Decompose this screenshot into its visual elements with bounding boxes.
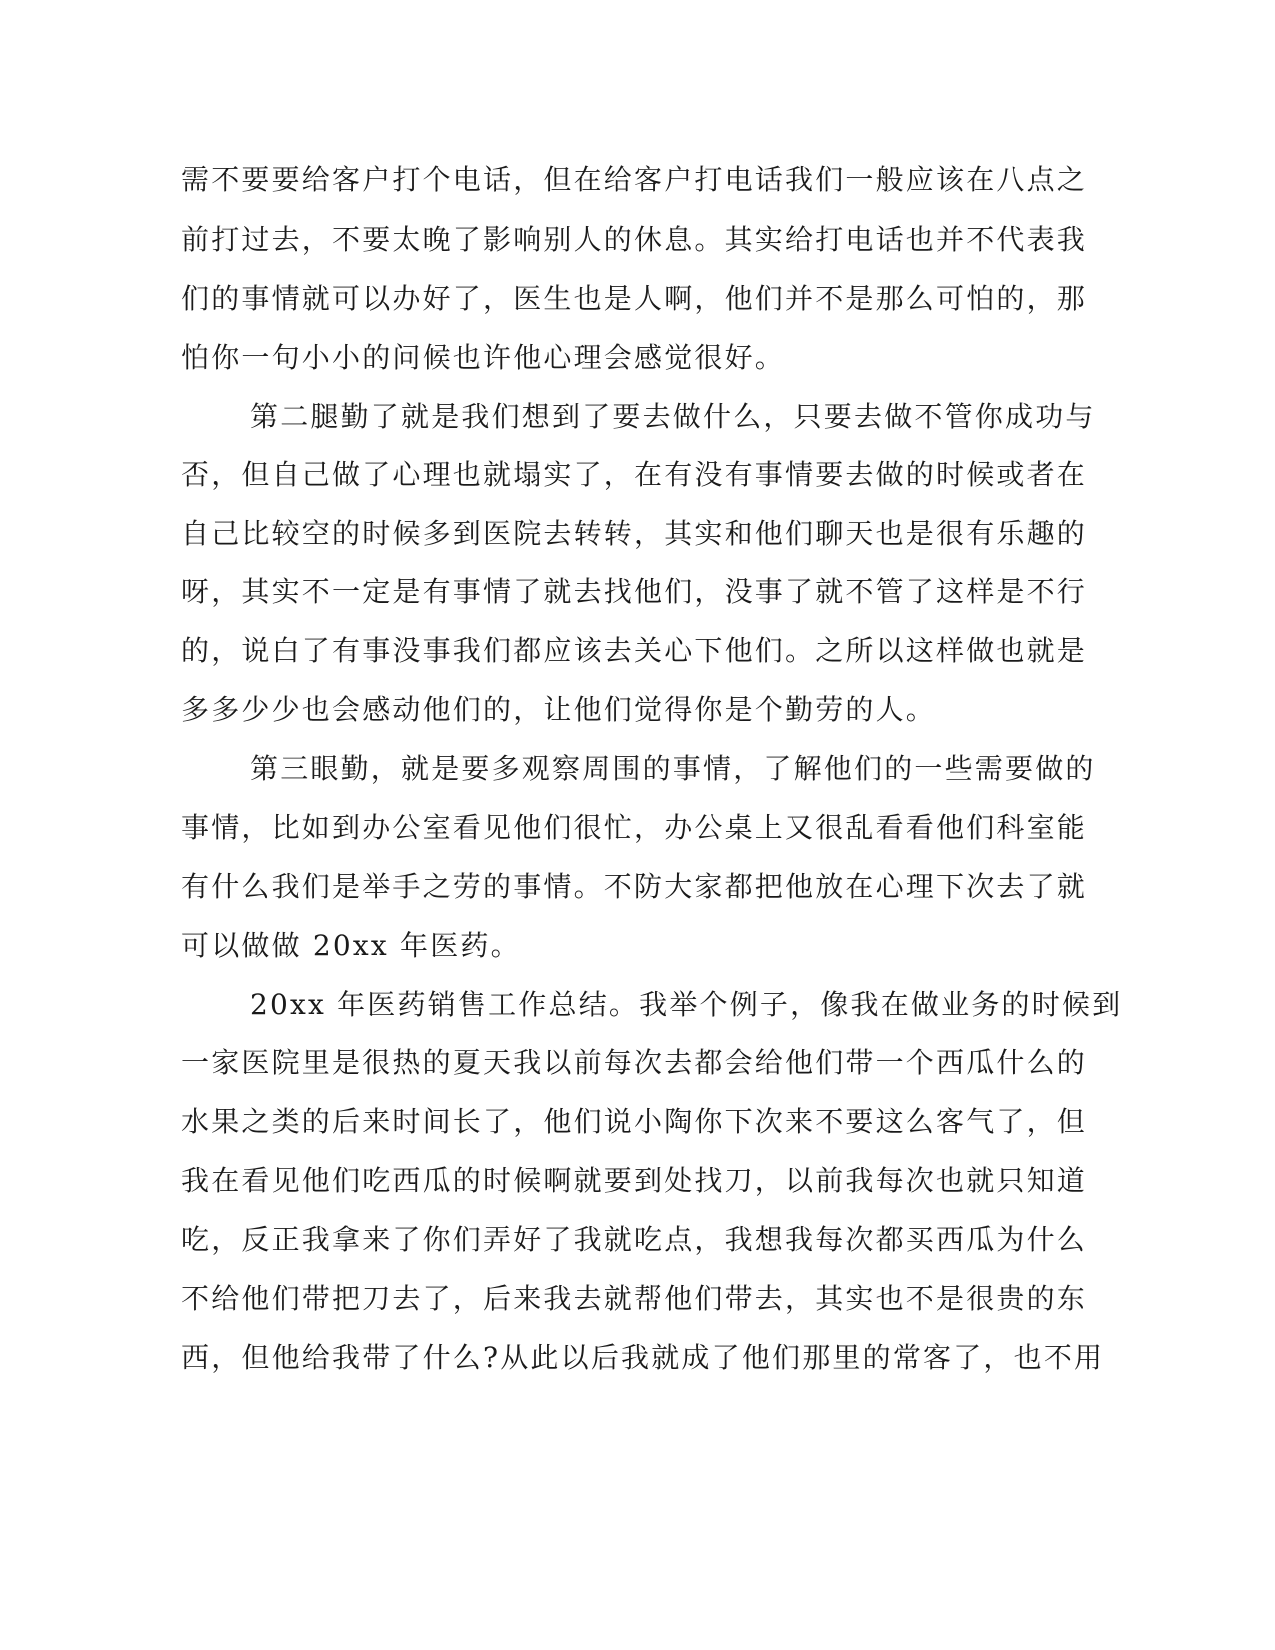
text-line: 的，说白了有事没事我们都应该去关心下他们。之所以这样做也就是 xyxy=(181,634,1088,667)
paragraph-first-line: 第二腿勤了就是我们想到了要去做什么，只要去做不管你成功与 xyxy=(250,400,1096,433)
text-line: 怕你一句小小的问候也许他心理会感觉很好。 xyxy=(181,341,786,374)
text-line: 我在看见他们吃西瓜的时候啊就要到处找刀，以前我每次也就只知道 xyxy=(181,1164,1088,1197)
text-line: 水果之类的后来时间长了，他们说小陶你下次来不要这么客气了，但 xyxy=(181,1105,1088,1138)
text-line: 否，但自己做了心理也就塌实了，在有没有事情要去做的时候或者在 xyxy=(181,458,1088,491)
text-line: 需不要要给客户打个电话，但在给客户打电话我们一般应该在八点之 xyxy=(181,163,1088,196)
text-line: 可以做做 20xx 年医药。 xyxy=(181,929,521,962)
text-line: 前打过去，不要太晚了影响别人的休息。其实给打电话也并不代表我 xyxy=(181,223,1088,256)
text-line: 自己比较空的时候多到医院去转转，其实和他们聊天也是很有乐趣的 xyxy=(181,517,1088,550)
paragraph-first-line: 第三眼勤，就是要多观察周围的事情，了解他们的一些需要做的 xyxy=(250,752,1096,785)
text-line: 不给他们带把刀去了，后来我去就帮他们带去，其实也不是很贵的东 xyxy=(181,1282,1088,1315)
text-line: 有什么我们是举手之劳的事情。不防大家都把他放在心理下次去了就 xyxy=(181,870,1088,903)
text-line: 一家医院里是很热的夏天我以前每次去都会给他们带一个西瓜什么的 xyxy=(181,1046,1088,1079)
text-line: 吃，反正我拿来了你们弄好了我就吃点，我想我每次都买西瓜为什么 xyxy=(181,1223,1088,1256)
text-line: 呀，其实不一定是有事情了就去找他们，没事了就不管了这样是不行 xyxy=(181,575,1088,608)
text-line: 们的事情就可以办好了，医生也是人啊，他们并不是那么可怕的，那 xyxy=(181,282,1088,315)
text-line: 事情，比如到办公室看见他们很忙，办公桌上又很乱看看他们科室能 xyxy=(181,811,1088,844)
text-line: 西，但他给我带了什么?从此以后我就成了他们那里的常客了，也不用 xyxy=(181,1341,1105,1374)
paragraph-first-line: 20xx 年医药销售工作总结。我举个例子，像我在做业务的时候到 xyxy=(250,988,1123,1021)
text-line: 多多少少也会感动他们的，让他们觉得你是个勤劳的人。 xyxy=(181,693,937,726)
